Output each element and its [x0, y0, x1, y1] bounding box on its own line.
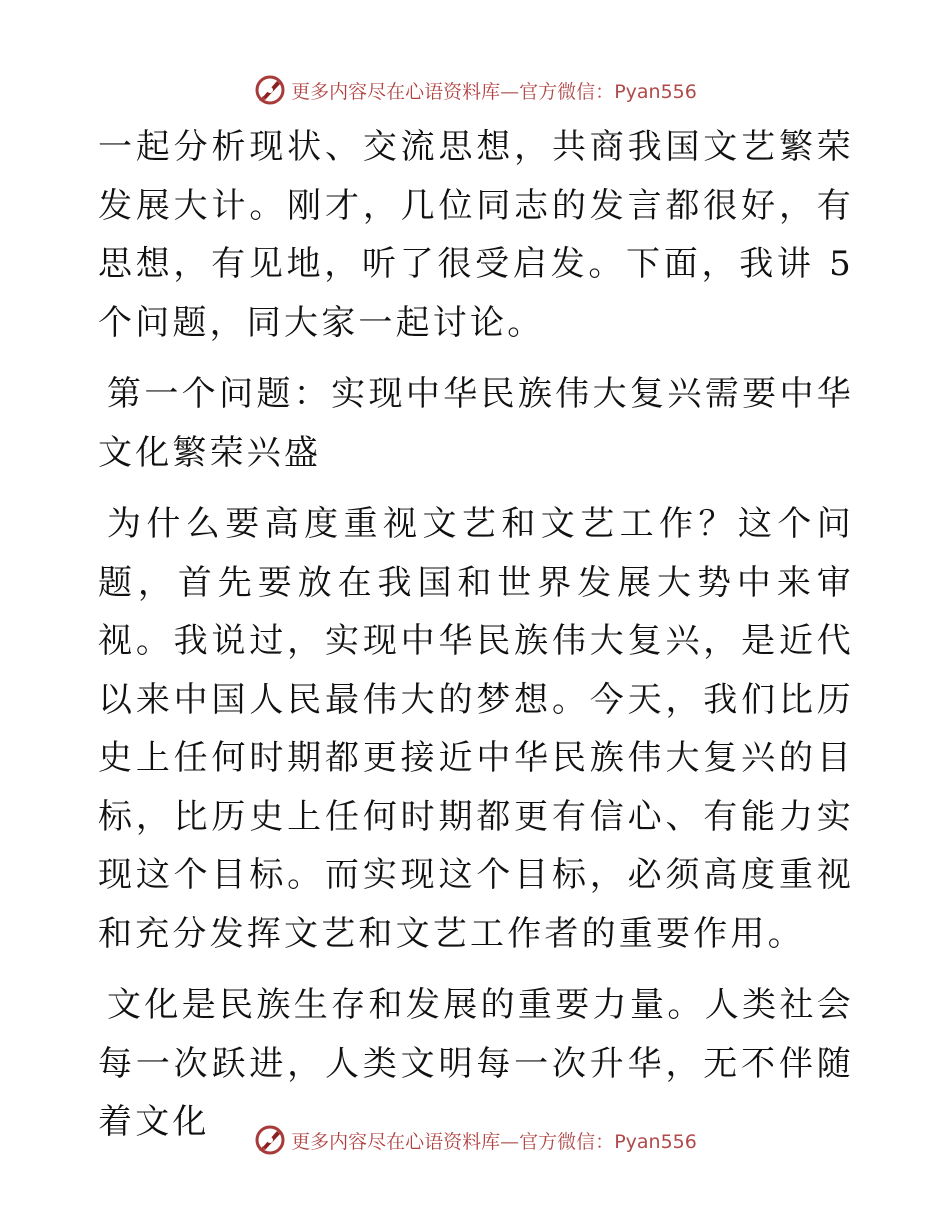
pen-nib-circle-icon [253, 1123, 287, 1157]
banner-text: 更多内容尽在心语资料库—官方微信：Pyan556 [291, 1130, 697, 1153]
pen-nib-circle-icon [253, 73, 287, 107]
header-banner [0, 70, 950, 110]
paragraph: 文化是民族生存和发展的重要力量。人类社会每一次跃进，人类文明每一次升华，无不伴随着文化 [98, 985, 854, 1142]
section-heading: 第一个问题：实现中华民族伟大复兴需要中华文化繁荣兴盛 [98, 374, 854, 473]
document-body [98, 118, 854, 1165]
paragraph: 为什么要高度重视文艺和文艺工作？这个问题，首先要放在我国和世界发展大势中来审视。我说过，实现中华民族伟大复兴，是近代以来中国人民最伟大的梦想。今天，我们比历史上任何时期都更接近中华民族伟大复兴的目标，比历史上任何时期都更有信心、有能力实现这个目标。而实现这个目标，必须高度重视和充分发挥文艺和文艺工作者的重要作用。 [98, 504, 854, 954]
footer-banner [0, 1120, 950, 1160]
paragraph: 一起分析现状、交流思想，共商我国文艺繁荣发展大计。刚才，几位同志的发言都很好，有思想，有见地，听了很受启发。下面，我讲 5 个问题，同大家一起讨论。 [98, 127, 854, 343]
banner-text: 更多内容尽在心语资料库—官方微信：Pyan556 [291, 80, 697, 103]
